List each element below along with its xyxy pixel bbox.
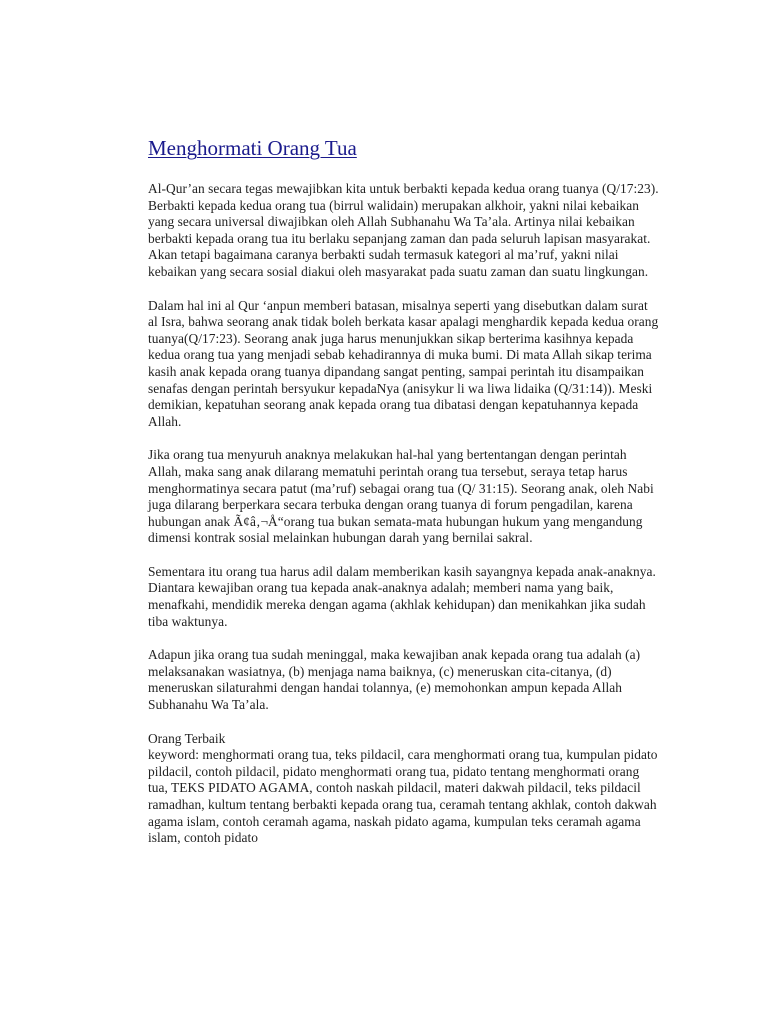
paragraph-3: Jika orang tua menyuruh anaknya melakukan hal-hal yang bertentangan dengan perintah Allah, maka sang anak dilarang mematuhi perintah orang tua tersebut, seraya tetap harus menghormatinya secara patut (ma’ruf) sebagai orang tua (Q/ 31:15). Seorang anak, oleh Nabi juga dilarang berperkara secara terbuka dengan orang tuanya di forum pengadilan, karena hubungan anak Ã¢â‚¬Å“orang tua bukan semata-mata hubungan hukum yang mengandung dimensi kontrak sosial melainkan hubungan darah yang bernilai sakral. bbox=[148, 447, 654, 546]
keywords-paragraph: keyword: menghormati orang tua, teks pildacil, cara menghormati orang tua, kumpulan pidato pildacil, contoh pildacil, pidato menghormati orang tua, pidato tentang menghormati orang tua, TEKS PIDATO AGAMA, contoh naskah pildacil, materi dakwah pildacil, teks pildacil ramadhan, kultum tentang berbakti kepada orang tua, ceramah tentang akhlak, contoh dakwah agama islam, contoh ceramah agama, naskah pidato agama, kumpulan teks ceramah agama islam, contoh pidato bbox=[148, 747, 658, 846]
section-heading: Orang Terbaik bbox=[148, 730, 226, 746]
paragraph-1: Al-Qur’an secara tegas mewajibkan kita untuk berbakti kepada kedua orang tuanya (Q/17:23). Berbakti kepada kedua orang tua (birrul walidain) merupakan alkhoir, yakni nilai kebaikan yang secara universal diwajibkan oleh Allah Subhanahu Wa Ta’ala. Artinya nilai kebaikan berbakti kepada orang tua itu berlaku sepanjang zaman dan pada seluruh lapisan masyarakat. Akan tetapi bagaimana caranya berbakti sudah termasuk kategori al ma’ruf, yakni nilai kebaikan yang secara sosial diakui oleh masyarakat pada suatu zaman dan suatu lingkungan. bbox=[148, 181, 659, 279]
paragraph-5: Adapun jika orang tua sudah meninggal, maka kewajiban anak kepada orang tua adalah (a) melaksanakan wasiatnya, (b) menjaga nama baiknya, (c) meneruskan cita-citanya, (d) meneruskan silaturahmi dengan handai tolannya, (e) memohonkan ampun kepada Allah Subhanahu Wa Ta’ala. bbox=[148, 647, 641, 713]
paragraph-2: Dalam hal ini al Qur ‘anpun memberi batasan, misalnya seperti yang disebutkan dalam surat al Isra, bahwa seorang anak tidak boleh berkata kasar apalagi menghardik kepada kedua orang tuanya(Q/17:23). Seorang anak juga harus menunjukkan sikap berterima kasihnya kepada kedua orang tua yang menjadi sebab kehadirannya di muka bumi. Di mata Allah sikap terima kasih anak kepada orang tuanya dipandang sangat penting, sampai perintah itu disampaikan senafas dengan perintah bersyukur kepadaNya (anisykur li wa liwa lidaika (Q/31:14)). Meski demikian, kepatuhan seorang anak kepada orang tua dibatasi dengan kepatuhannya kepada Allah. bbox=[148, 297, 659, 429]
article bbox=[148, 136, 660, 847]
article-title-link[interactable]: Menghormati Orang Tua bbox=[148, 136, 357, 160]
paragraph-4: Sementara itu orang tua harus adil dalam memberikan kasih sayangnya kepada anak-anaknya. Diantara kewajiban orang tua kepada anak-anaknya adalah; memberi nama yang baik, menafkahi, mendidik mereka dengan agama (akhlak kehidupan) dan menikahkan jika sudah tiba waktunya. bbox=[148, 563, 656, 629]
